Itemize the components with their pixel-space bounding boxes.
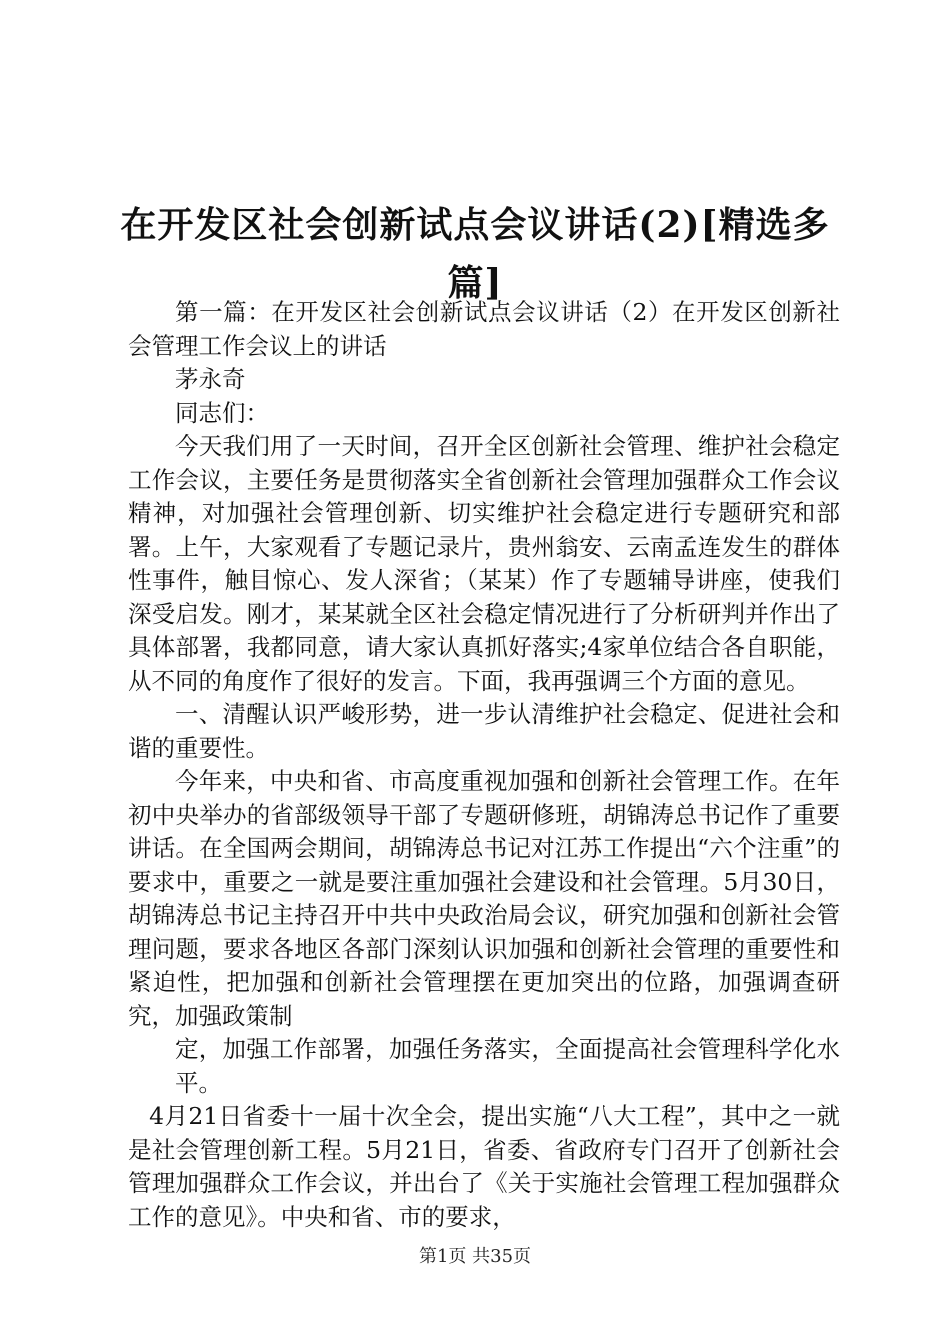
title-line-1: 在开发区社会创新试点会议讲话(2)[精选多 <box>120 204 830 247</box>
document-body <box>128 296 840 1234</box>
page-footer: 第1页 共35页 <box>418 1246 532 1267</box>
paragraph-salutation: 同志们： <box>175 398 269 427</box>
paragraph-body: 今年来，中央和省、市高度重视加强和创新社会管理工作。在年初中央举办的省部级领导干部了专题研修班，胡锦涛总书记作了重要讲话。在全国两会期间，胡锦涛总书记对江苏工作提出“六个注重”的要求中，重要之一就是要注重加强社会建设和社会管理。5月30日，胡锦涛总书记主持召开中共中央政治局会议，研究加强和创新社会管理问题，要求各地区各部门深刻认识加强和创新社会管理的重要性和紧迫性，把加强和创新社会管理摆在更加突出的位路，加强调查研究，加强政策制 <box>128 767 840 1030</box>
document-title <box>110 196 840 312</box>
paragraph-body: 4月21日省委十一届十次全会，提出实施“八大工程”，其中之一就是社会管理创新工程。5月21日，省委、省政府专门召开了创新社会管理加强群众工作会议，并出台了《关于实施社会管理工程加强群众工作的意见》。中央和省、市的要求， <box>128 1102 840 1231</box>
paragraph-author: 茅永奇 <box>175 365 246 393</box>
paragraph-continuation: 定，加强工作部署，加强任务落实，全面提高社会管理科学化水平。 <box>175 1035 840 1097</box>
paragraph-section-heading: 一、清醒认识严峻形势，进一步认清维护社会稳定、促进社会和谐的重要性。 <box>128 700 840 762</box>
title-line-2: 篇] <box>447 262 503 305</box>
paragraph-chapter-heading: 第一篇：在开发区社会创新试点会议讲话（2）在开发区创新社会管理工作会议上的讲话 <box>128 298 840 360</box>
paragraph-opening: 今天我们用了一天时间，召开全区创新社会管理、维护社会稳定工作会议，主要任务是贯彻落实全省创新社会管理加强群众工作会议精神，对加强社会管理创新、切实维护社会稳定进行专题研究和部署。上午，大家观看了专题记录片，贵州翁安、云南孟连发生的群体性事件，触目惊心、发人深省；（某某）作了专题辅导讲座，使我们深受启发。刚才，某某就全区社会稳定情况进行了分析研判并作出了具体部署，我都同意，请大家认真抓好落实;4家单位结合各自职能，从不同的角度作了很好的发言。下面，我再强调三个方面的意见。 <box>128 432 840 695</box>
